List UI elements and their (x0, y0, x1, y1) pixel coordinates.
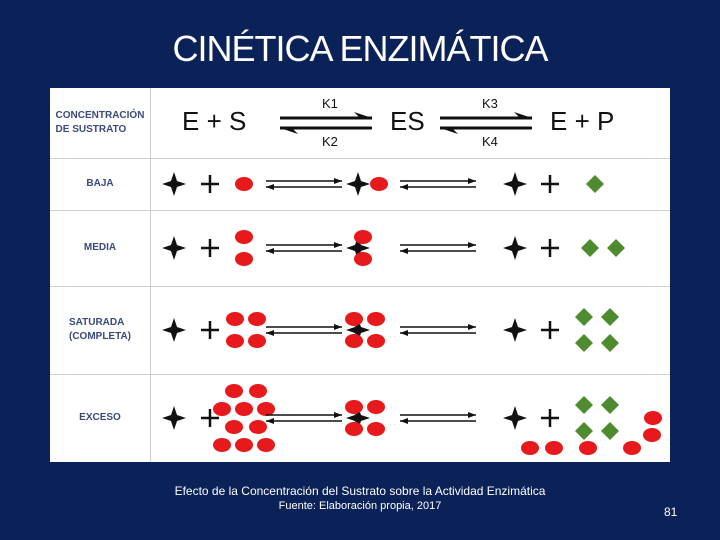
substrate-oval (367, 422, 385, 436)
row-label: EXCESO (79, 412, 121, 423)
enzyme-star (162, 406, 186, 430)
product-diamond (575, 334, 593, 352)
row-baja (50, 158, 670, 211)
substrate-oval (521, 441, 539, 455)
slide-title: CINÉTICA ENZIMÁTICA (172, 28, 548, 69)
substrate-oval (225, 420, 243, 434)
substrate-oval (249, 384, 267, 398)
enzyme-star (503, 172, 527, 196)
substrate-oval (235, 230, 253, 244)
equilibrium-arrow (400, 178, 476, 190)
row-media (50, 210, 670, 287)
product-diamond (575, 422, 593, 440)
substrate-oval (235, 177, 253, 191)
enzyme-star (162, 318, 186, 342)
substrate-oval (345, 400, 363, 414)
substrate-oval (623, 441, 641, 455)
substrate-oval (225, 384, 243, 398)
rate-constant-k2: K2 (322, 134, 338, 149)
substrate-oval (367, 400, 385, 414)
enzyme-star (162, 172, 186, 196)
enzyme-star (503, 318, 527, 342)
header-row (50, 88, 670, 159)
equation-right: E + P (550, 106, 615, 136)
reaction-diagram-media (150, 210, 670, 286)
enzyme-star (162, 236, 186, 260)
product-diamond (601, 308, 619, 326)
enzyme-star (503, 236, 527, 260)
reaction-table (50, 88, 670, 462)
page-number: 81 (664, 505, 678, 519)
substrate-oval (213, 438, 231, 452)
substrate-oval (226, 312, 244, 326)
substrate-oval (248, 312, 266, 326)
equilibrium-arrow (266, 324, 342, 336)
substrate-oval (257, 438, 275, 452)
product-diamond (575, 396, 593, 414)
reaction-diagram-saturada (150, 286, 670, 374)
equation-middle: ES (390, 106, 425, 136)
equation-diagram (150, 88, 670, 158)
figure-caption: Efecto de la Concentración del Sustrato sobre la Actividad Enzimática (174, 484, 546, 498)
rate-constant-k3: K3 (482, 96, 498, 111)
equilibrium-arrow (266, 412, 342, 424)
enzyme-star (503, 406, 527, 430)
figure-source: Fuente: Elaboración propia, 2017 (278, 500, 442, 512)
equilibrium-arrow-1 (280, 112, 372, 134)
equilibrium-arrow (266, 242, 342, 254)
product-diamond (586, 175, 604, 193)
reaction-diagram-baja (150, 158, 670, 210)
substrate-oval (367, 334, 385, 348)
row-label: SATURADA (COMPLETA) (68, 317, 132, 342)
substrate-oval (345, 334, 363, 348)
product-diamond (601, 396, 619, 414)
substrate-oval (249, 420, 267, 434)
product-diamond (581, 239, 599, 257)
equilibrium-arrow-2 (440, 112, 532, 134)
substrate-oval (235, 252, 253, 266)
substrate-oval (248, 334, 266, 348)
substrate-oval (644, 411, 662, 425)
row-label: BAJA (86, 178, 114, 189)
header-label: CONCENTRACIÓN DE SUSTRATO (55, 110, 145, 135)
substrate-oval (579, 441, 597, 455)
substrate-oval (213, 402, 231, 416)
substrate-oval (257, 402, 275, 416)
equilibrium-arrow (400, 242, 476, 254)
equilibrium-arrow (266, 178, 342, 190)
row-exceso (50, 374, 670, 462)
substrate-oval (643, 428, 661, 442)
reaction-diagram-exceso (150, 374, 670, 462)
product-diamond (601, 334, 619, 352)
product-diamond (601, 422, 619, 440)
row-saturada (50, 286, 670, 375)
substrate-oval (367, 312, 385, 326)
substrate-oval (235, 402, 253, 416)
equilibrium-arrow (400, 324, 476, 336)
equilibrium-arrow (400, 412, 476, 424)
row-label: MEDIA (83, 242, 117, 253)
enzyme-star (346, 172, 370, 196)
substrate-oval (370, 177, 388, 191)
substrate-oval (235, 438, 253, 452)
product-diamond (575, 308, 593, 326)
equation-left: E + S (182, 106, 247, 136)
rate-constant-k1: K1 (322, 96, 338, 111)
product-diamond (607, 239, 625, 257)
substrate-oval (545, 441, 563, 455)
substrate-oval (345, 312, 363, 326)
substrate-oval (226, 334, 244, 348)
rate-constant-k4: K4 (482, 134, 498, 149)
substrate-oval (354, 252, 372, 266)
substrate-oval (354, 230, 372, 244)
substrate-oval (345, 422, 363, 436)
